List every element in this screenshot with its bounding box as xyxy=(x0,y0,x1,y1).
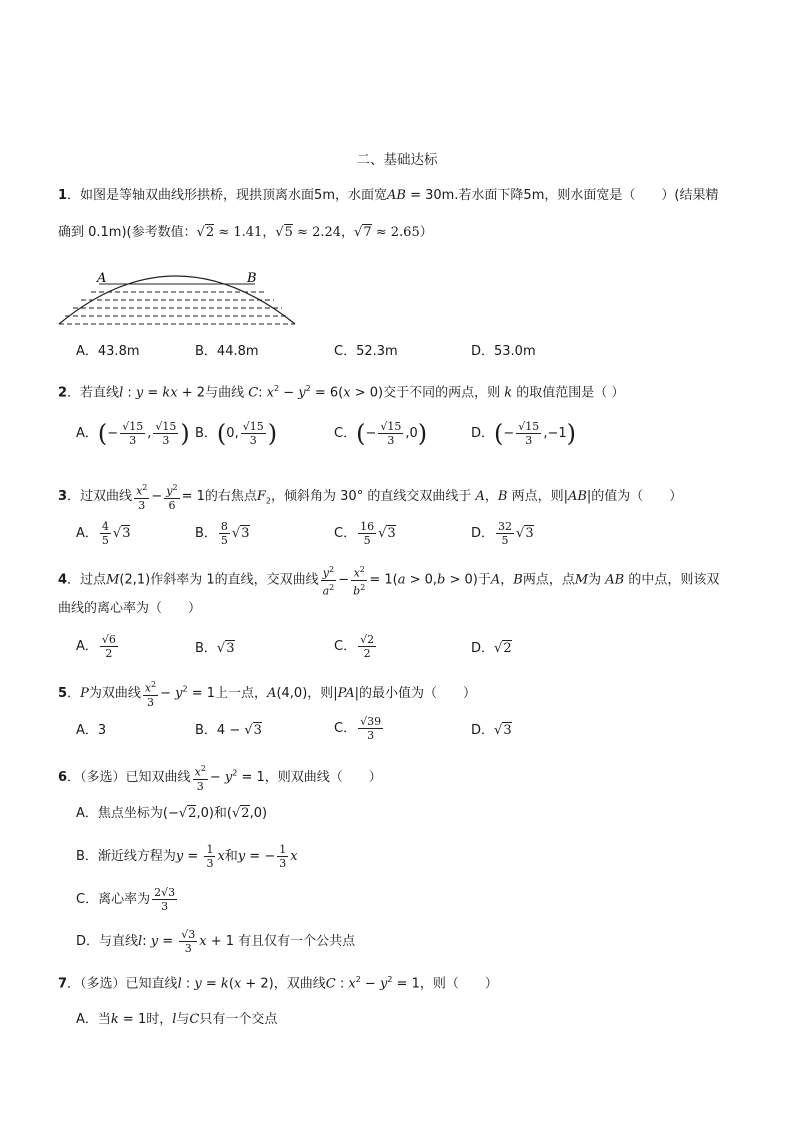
q1-option-d[interactable]: D．53.0m xyxy=(471,344,536,359)
question-5: 5．P为双曲线 $\frac{x^2}{3}$ − $y^2 = 1$上一点，A(4,0)，则|PA|的最小值为（ ） xyxy=(58,680,476,709)
question-4-line-1: 4．过点M(2,1)作斜率为 1的直线，交双曲线 $\frac{y^2}{a^2}$ − $\frac{x^2}{b^2}$ = 1(a > 0,b > 0)于A，B两点，点M为 AB 的中点，则该双 xyxy=(58,565,720,598)
q3-option-c[interactable]: C． $\frac{16}{5}$ √3 xyxy=(334,520,396,547)
q4-option-d[interactable]: D．√2 xyxy=(471,641,512,656)
section-title: 二、基础达标 xyxy=(356,152,438,168)
q4-option-a[interactable]: A． $\frac{√6}{2}$ xyxy=(76,633,116,660)
question-2: 2．若直线l : y = kx + 2与曲线 C: $x^2 - y^2 = 6(x > 0)$交于不同的两点，则 k 的取值范围是（ ） xyxy=(58,384,625,401)
q2-option-b[interactable]: B．(0, $\frac{√15}{3}$ ) xyxy=(195,419,278,448)
q3-option-a[interactable]: A． $\frac{4}{5}$ √3 xyxy=(76,520,131,547)
q7-option-a[interactable]: A．当k = 1时，l与C只有一个交点 xyxy=(76,1012,278,1027)
question-4-line-2: 曲线的离心率为（ ） xyxy=(58,601,202,616)
q3-option-d[interactable]: D． $\frac{32}{5}$ √3 xyxy=(471,520,534,547)
q1-option-b[interactable]: B．44.8m xyxy=(195,344,259,359)
q6-option-c[interactable]: C．离心率为 $\frac{2√3}{3}$ xyxy=(76,886,176,913)
q6-option-a[interactable]: A．焦点坐标为(−√2,0)和(√2,0) xyxy=(76,806,268,821)
q5-option-c[interactable]: C． $\frac{√39}{3}$ xyxy=(334,715,382,742)
q5-option-d[interactable]: D．√3 xyxy=(471,723,512,738)
q5-option-a[interactable]: A．3 xyxy=(76,723,107,738)
q4-option-c[interactable]: C． $\frac{√2}{2}$ xyxy=(334,633,375,660)
q6-option-d[interactable]: D．与直线l: y = $\frac{√3}{3}$ x + 1 有且仅有一个公共点 xyxy=(76,928,356,955)
q2-option-a[interactable]: A．(− $\frac{√15}{3}$ , $\frac{√15}{3}$ ) xyxy=(76,419,190,448)
point-b-label: B xyxy=(247,271,257,286)
question-7: 7．（多选）已知直线l : y = k(x + 2)，双曲线C : $x^2 - y^2 = 1$，则（ ） xyxy=(58,975,498,992)
q2-option-c[interactable]: C．(− $\frac{√15}{3}$ ,0) xyxy=(334,419,428,448)
question-1-line-1: 1．如图是等轴双曲线形拱桥，现拱顶离水面5m，水面宽AB = 30m.若水面下降5m，则水面宽是（ ）(结果精 xyxy=(58,188,719,203)
q1-option-a[interactable]: A．43.8m xyxy=(76,344,140,359)
point-a-label: A xyxy=(97,271,107,286)
q2-option-d[interactable]: D．(− $\frac{√15}{3}$ ,−1) xyxy=(471,419,576,448)
question-1-line-2: 确到 0.1m)(参考数值：√2 ≈ 1.41，√5 ≈ 2.24，√7 ≈ 2.65） xyxy=(58,225,433,240)
q3-option-b[interactable]: B． $\frac{8}{5}$ √3 xyxy=(195,520,250,547)
arch-bridge-figure xyxy=(55,258,300,330)
q6-option-b[interactable]: B．渐近线方程为y = $\frac{1}{3}$ x和y = − $\frac{1}{3}$ x xyxy=(76,843,298,870)
q1-option-c[interactable]: C．52.3m xyxy=(334,344,398,359)
q5-option-b[interactable]: B．4 − √3 xyxy=(195,723,262,738)
q4-option-b[interactable]: B．√3 xyxy=(195,641,235,656)
question-3: 3．过双曲线 $\frac{x^2}{3}$ − $\frac{y^2}{6}$ = 1的右焦点$F_2$，倾斜角为 30° 的直线交双曲线于 A，B 两点，则|AB|的值为（ ） xyxy=(58,483,683,512)
question-6: 6．（多选）已知双曲线 $\frac{x^2}{3}$ − $y^2 = 1$，则双曲线（ ） xyxy=(58,764,382,793)
